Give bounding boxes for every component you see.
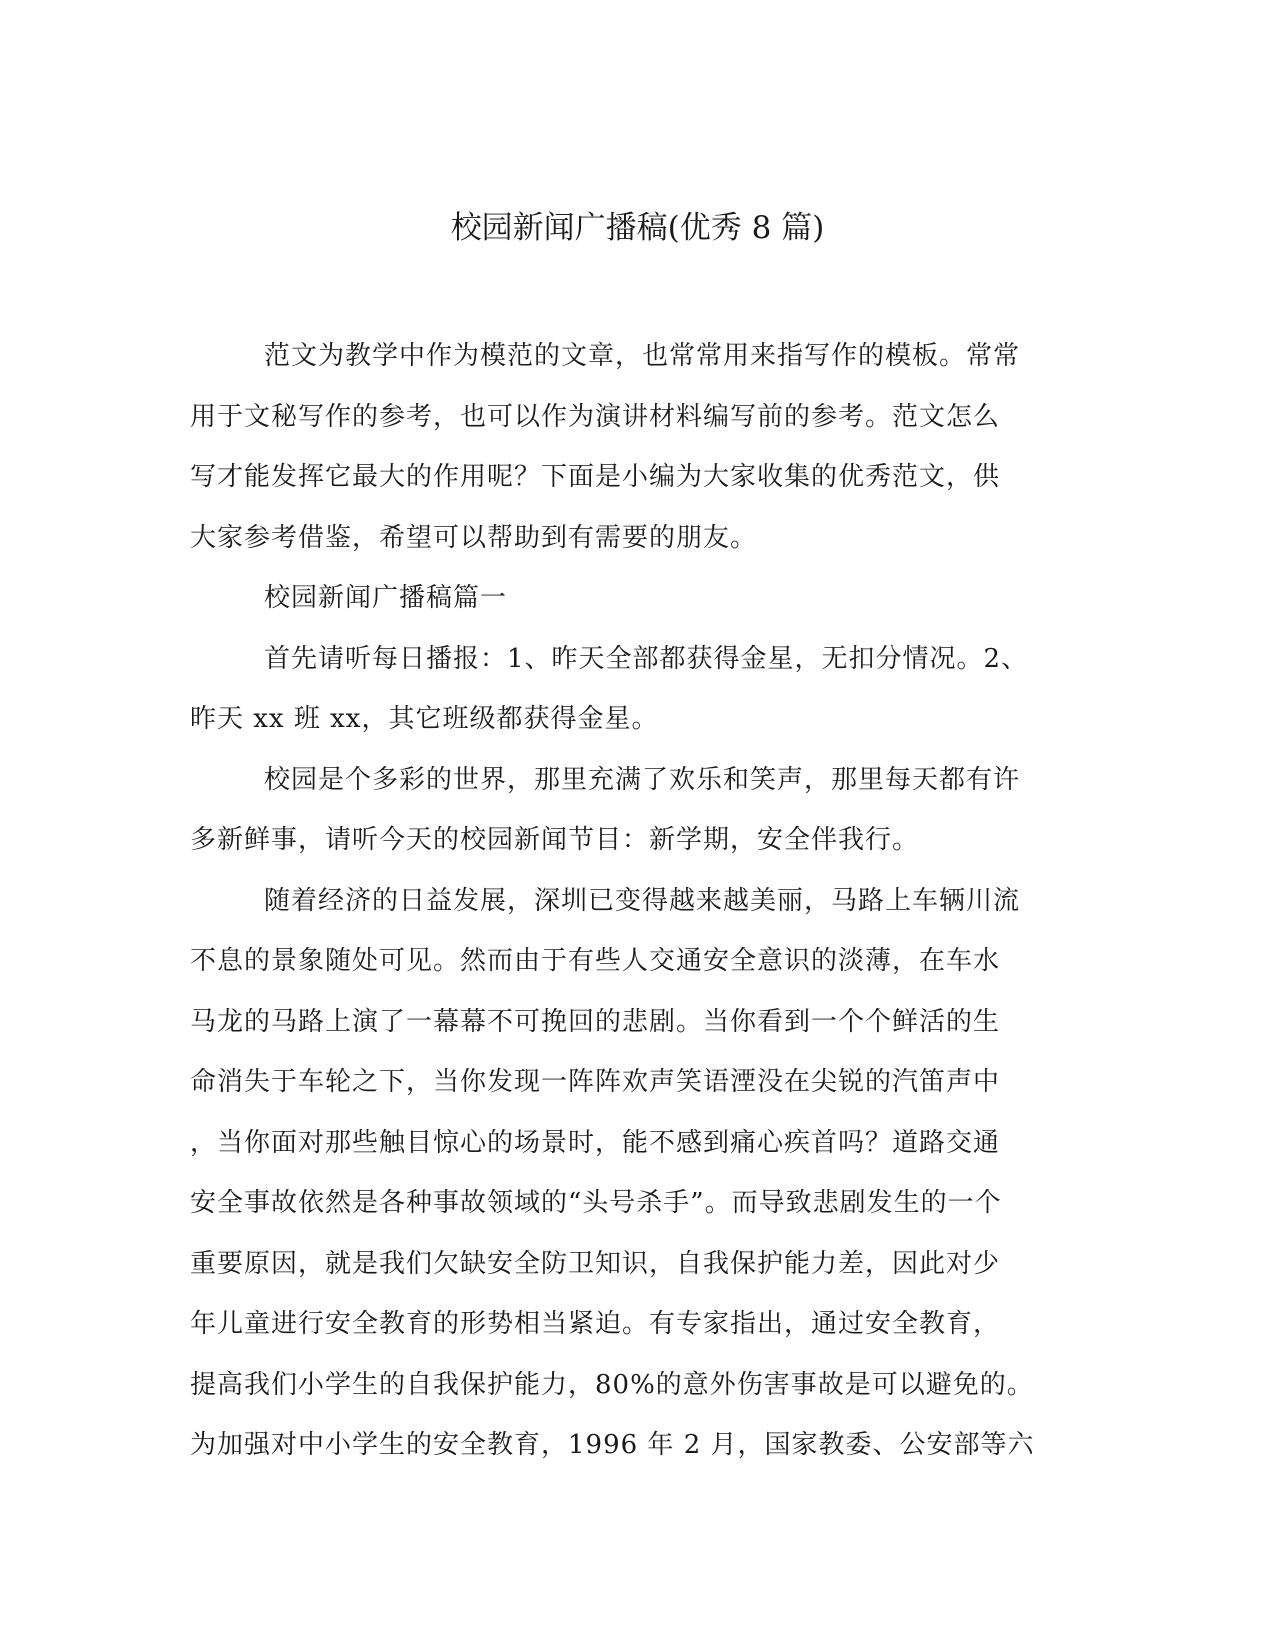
paragraph-line: 为加强对中小学生的安全教育，1996 年 2 月，国家教委、公安部等六 <box>190 1430 1035 1460</box>
paragraph-line: 多新鲜事，请听今天的校园新闻节目：新学期，安全伴我行。 <box>190 825 920 855</box>
paragraph-line: 马龙的马路上演了一幕幕不可挽回的悲剧。当你看到一个个鲜活的生 <box>190 1006 1001 1037</box>
paragraph-line: 写才能发挥它最大的作用呢？下面是小编为大家收集的优秀范文，供 <box>190 462 1001 492</box>
paragraph-line: 年儿童进行安全教育的形势相当紧迫。有专家指出，通过安全教育， <box>190 1309 1001 1339</box>
paragraph-line: 随着经济的日益发展，深圳已变得越来越美丽，马路上车辆川流 <box>264 885 1021 916</box>
paragraph-line: 命消失于车轮之下，当你发现一阵阵欢声笑语湮没在尖锐的汽笛声中 <box>190 1067 1001 1097</box>
paragraph-line: 提高我们小学生的自我保护能力，80%的意外伤害事故是可以避免的。 <box>190 1369 1034 1400</box>
document-body <box>190 326 1080 1476</box>
paragraph-line: 大家参考借鉴，希望可以帮助到有需要的朋友。 <box>190 522 758 553</box>
paragraph-line: 安全事故依然是各种事故领域的“头号杀手”。而导致悲剧发生的一个 <box>190 1188 1002 1218</box>
paragraph-line: 用于文秘写作的参考，也可以作为演讲材料编写前的参考。范文怎么 <box>190 401 1001 432</box>
paragraph-line: 重要原因，就是我们欠缺安全防卫知识，自我保护能力差，因此对少 <box>190 1248 1001 1279</box>
document-title: 校园新闻广播稿(优秀 8 篇) <box>450 210 825 246</box>
paragraph-line: 首先请听每日播报：1、昨天全部都获得金星，无扣分情况。2、 <box>264 643 1029 674</box>
section-heading: 校园新闻广播稿篇一 <box>264 583 508 613</box>
paragraph-line: 校园是个多彩的世界，那里充满了欢乐和笑声，那里每天都有许 <box>264 764 1021 795</box>
paragraph-line: 不息的景象随处可见。然而由于有些人交通安全意识的淡薄，在车水 <box>190 946 1001 976</box>
paragraph-line: 昨天 xx 班 xx，其它班级都获得金星。 <box>190 704 659 734</box>
paragraph-line: ，当你面对那些触目惊心的场景时，能不感到痛心疾首吗？道路交通 <box>190 1127 1001 1158</box>
paragraph-line: 范文为教学中作为模范的文章，也常常用来指写作的模板。常常 <box>264 341 1021 371</box>
